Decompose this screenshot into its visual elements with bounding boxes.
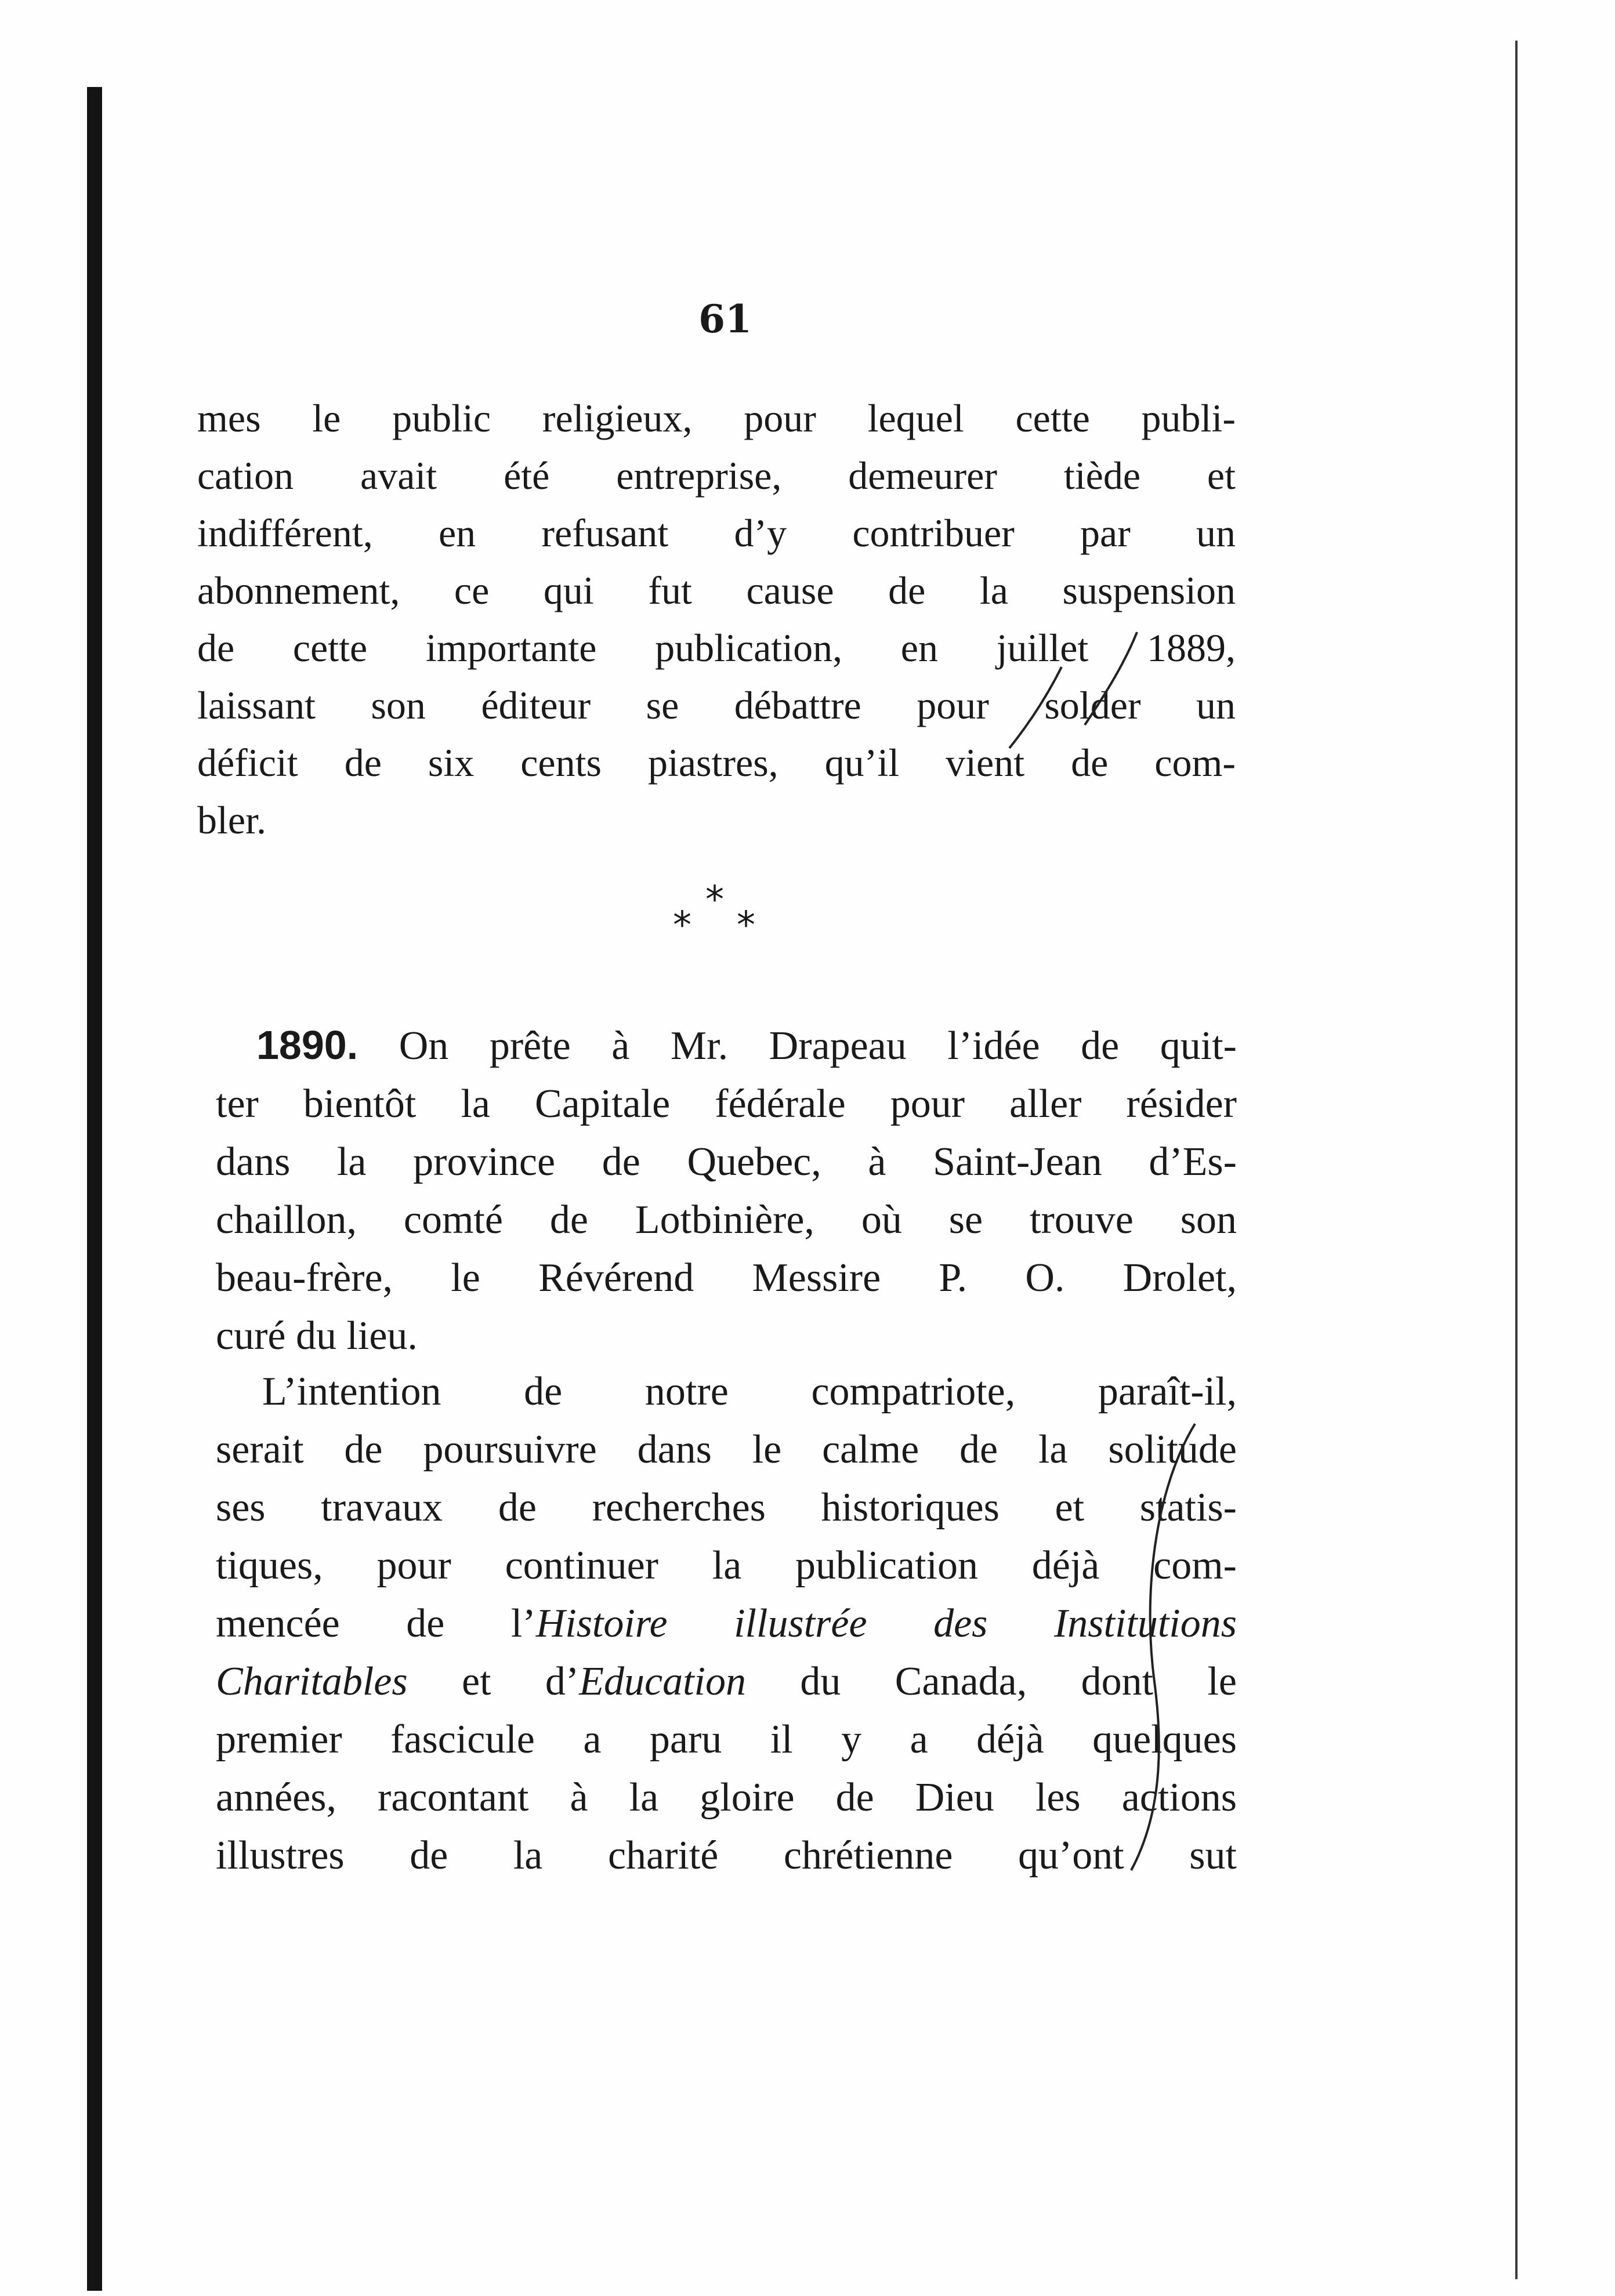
paragraph-intention bbox=[216, 1363, 1237, 1885]
binding-shadow bbox=[87, 87, 102, 2291]
text-line: de cette importante publication, en juillet 1889, bbox=[197, 626, 1236, 670]
text-line: mes le public religieux, pour lequel cette publi- bbox=[197, 396, 1236, 440]
text-line: cation avait été entreprise, demeurer tiède et bbox=[197, 454, 1236, 498]
year-heading: 1890. bbox=[256, 1022, 359, 1068]
text-line: serait de poursuivre dans le calme de la solitude bbox=[216, 1427, 1237, 1472]
text-line: beau-frère, le Révérend Messire P. O. Drolet, bbox=[216, 1256, 1237, 1300]
text-line bbox=[216, 1595, 1237, 1653]
text-line: tiques, pour continuer la publication déjà com- bbox=[216, 1543, 1237, 1588]
text-line: déficit de six cents piastres, qu’il vient de com- bbox=[197, 741, 1236, 785]
text-line: ses travaux de recherches historiques et statis- bbox=[216, 1485, 1237, 1530]
text-line: curé du lieu. bbox=[216, 1314, 418, 1358]
text-line: ter bientôt la Capitale fédérale pour aller résider bbox=[216, 1082, 1237, 1126]
asterism-divider bbox=[656, 879, 783, 960]
text-line: premier fascicule a paru il y a déjà quelques bbox=[216, 1717, 1237, 1762]
text-line: illustres de la charité chrétienne qu’ont sut bbox=[216, 1833, 1237, 1878]
italic-title: Histoire illustrée des Institutions bbox=[535, 1601, 1237, 1646]
asterism-star: * bbox=[705, 879, 724, 922]
asterism-star: * bbox=[673, 904, 691, 947]
text-line: dans la province de Quebec, à Saint-Jean d’Es- bbox=[216, 1140, 1237, 1184]
paragraph-continuation bbox=[197, 390, 1236, 849]
text-fragment: du Canada, dont le bbox=[745, 1659, 1237, 1704]
text-line bbox=[216, 1016, 1237, 1075]
text-fragment: mencée de l’ bbox=[216, 1601, 536, 1646]
paragraph-1890 bbox=[216, 1016, 1237, 1365]
text-line: abonnement, ce qui fut cause de la suspension bbox=[197, 568, 1236, 612]
text-line: indifférent, en refusant d’y contribuer par un bbox=[197, 511, 1236, 555]
text-line bbox=[216, 1653, 1237, 1711]
text-fragment: On prête à Mr. Drapeau l’idée de quit- bbox=[358, 1024, 1237, 1068]
page-edge-line bbox=[1515, 41, 1518, 2279]
text-line: L’intention de notre compatriote, paraît-il, bbox=[262, 1369, 1237, 1414]
text-line: années, racontant à la gloire de Dieu les actions bbox=[216, 1775, 1237, 1820]
text-line: laissant son éditeur se débattre pour solder un bbox=[197, 683, 1236, 727]
text-line: bler. bbox=[197, 798, 266, 842]
italic-title: Charitables bbox=[216, 1659, 408, 1704]
text-fragment: et d’ bbox=[407, 1659, 580, 1704]
page-number: 61 bbox=[698, 296, 752, 342]
asterism-star: * bbox=[737, 904, 755, 947]
text-line: chaillon, comté de Lotbinière, où se trouve son bbox=[216, 1198, 1237, 1242]
italic-title: Education bbox=[579, 1659, 746, 1704]
